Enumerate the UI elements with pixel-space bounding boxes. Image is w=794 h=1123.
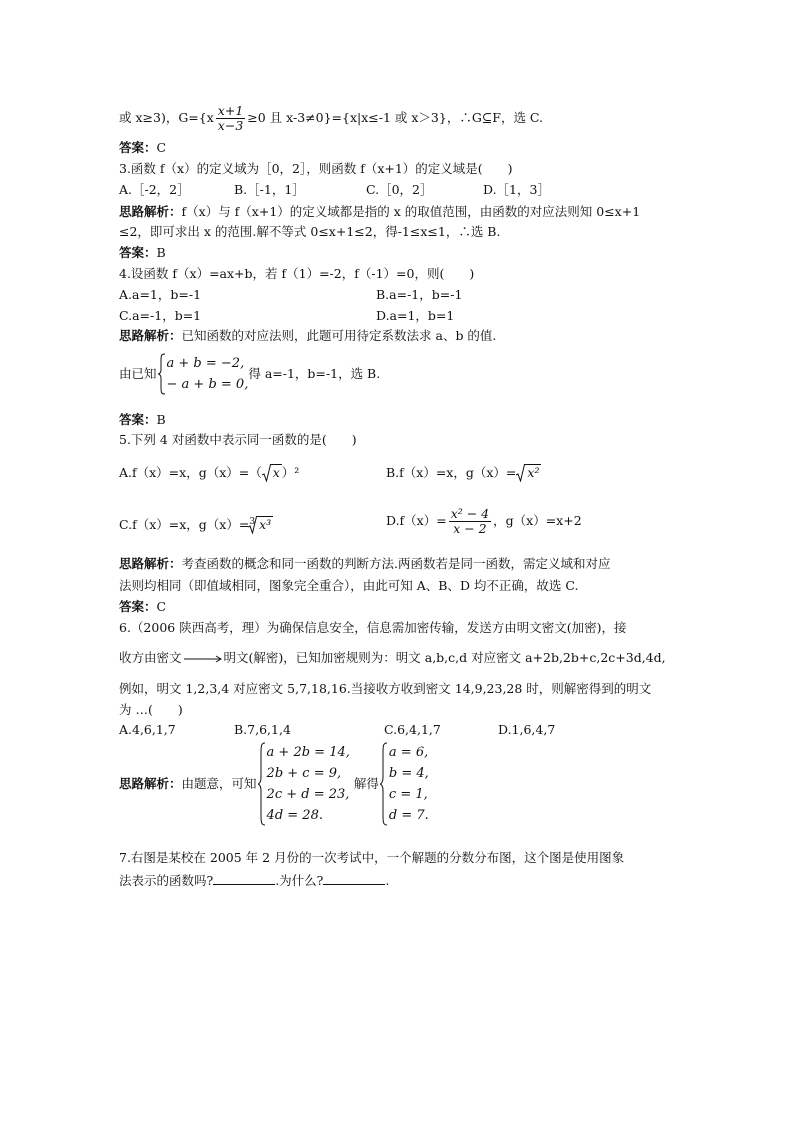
colon: ： <box>169 328 182 343</box>
colon: ： <box>144 412 157 427</box>
square-root <box>516 465 541 481</box>
analysis-5-line-1 <box>119 556 611 572</box>
colon: ： <box>144 140 157 155</box>
text-segment: 法表示的函数吗? <box>119 873 214 888</box>
colon: ： <box>169 556 182 571</box>
text-segment: B.f（x）=x，g（x）= <box>386 465 517 480</box>
equation-system <box>257 742 350 826</box>
text-segment: .为什么? <box>275 873 324 888</box>
answer-label: 答案 <box>119 140 145 155</box>
answer-value: B <box>156 412 166 427</box>
analysis-label: 思路解析 <box>119 556 170 571</box>
radical-icon <box>516 464 525 482</box>
text-segment: 解得 <box>353 776 379 791</box>
option-b <box>386 465 541 481</box>
analysis-5-line-2: 法则均相同（即值域相同，图象完全重合），由此可知 A、B、D 均不正确，故选 C. <box>119 578 579 593</box>
option-a <box>119 465 299 481</box>
text-segment: D.f（x）= <box>386 513 447 528</box>
square-root <box>262 465 282 481</box>
equation-row: a + b = −2, <box>166 356 245 371</box>
text-segment: ，g（x）=x+2 <box>493 513 582 528</box>
long-right-arrow-icon <box>183 654 223 664</box>
analysis-3-line-1 <box>119 204 640 220</box>
analysis-label: 思路解析 <box>119 328 170 343</box>
answer-line <box>119 412 166 428</box>
left-brace-icon <box>157 353 166 395</box>
equation-row: − a + b = 0, <box>166 377 249 392</box>
left-brace-icon <box>379 742 388 826</box>
answer-label: 答案 <box>119 412 145 427</box>
radical-icon <box>262 464 271 482</box>
text-segment: 得 a=-1，b=-1，选 B. <box>248 366 381 381</box>
fraction <box>449 507 491 536</box>
text-segment: 明文(解密)，已知加密规则为：明文 a,b,c,d 对应密文 a+2b,2b+c,2c+3d,4d, <box>223 650 666 665</box>
root-index: 3 <box>249 517 256 527</box>
analysis-text: 已知函数的对应法则，此题可用待定系数法求 a、b 的值. <box>181 328 497 343</box>
equation-row: 2c + d = 23, <box>266 787 350 802</box>
fraction-denominator: x − 2 <box>449 521 491 536</box>
colon: ： <box>169 776 182 791</box>
option-b: B.［-1，1］ <box>234 182 305 197</box>
text-segment: 由已知 <box>119 366 157 381</box>
analysis-prefix <box>119 776 257 791</box>
analysis-3-line-2: ≤2，即可求出 x 的范围.解不等式 0≤x+1≤2，得-1≤x≤1，∴选 B. <box>119 224 501 239</box>
question-6-line-3: 例如，明文 1,2,3,4 对应密文 5,7,18,16.当接收方收到密文 14,9,23,28 时，则解密得到的明文 <box>119 681 652 696</box>
option-a: A.a=1，b=-1 <box>119 287 202 302</box>
option-a: A.4,6,1,7 <box>119 722 176 737</box>
option-d: D.1,6,4,7 <box>498 722 556 737</box>
equation-system <box>157 353 249 395</box>
equation-row: a + 2b = 14, <box>266 745 350 760</box>
option-d: D.a=1，b=1 <box>376 308 455 323</box>
answer-line <box>119 599 166 615</box>
option-b: B.7,6,1,4 <box>234 722 291 737</box>
question-6-line-1: 6.（2006 陕西高考，理）为确保信息安全，信息需加密传输，发送方由明文密文(加密)，接 <box>119 620 627 635</box>
radical-icon <box>248 516 257 534</box>
fraction-denominator: x−3 <box>217 118 244 133</box>
equation-row: a = 6, <box>388 745 429 760</box>
question-4: 4.设函数 f（x）=ax+b，若 f（1）=-2，f（-1）=0，则( ) <box>119 266 475 281</box>
left-brace-icon <box>257 742 266 826</box>
equation-system <box>379 742 429 826</box>
colon: ： <box>169 204 182 219</box>
option-c: C.a=-1，b=1 <box>119 308 202 323</box>
equation-row: c = 1, <box>388 787 428 802</box>
answer-label: 答案 <box>119 599 145 614</box>
equation-row: b = 4, <box>388 766 429 781</box>
option-d: D.［1，3］ <box>483 182 550 197</box>
fraction <box>216 104 245 133</box>
analysis-label: 思路解析 <box>119 776 170 791</box>
radicand: x² <box>527 465 540 480</box>
question-6-line-2 <box>119 650 666 666</box>
option-a: A.［-2，2］ <box>119 182 190 197</box>
text-segment: 由题意，可知 <box>181 776 257 791</box>
analysis-label: 思路解析 <box>119 204 170 219</box>
text-segment: A.f（x）=x，g（x）=（ <box>119 465 262 480</box>
prev-solution-line <box>119 104 543 133</box>
text-segment: C.f（x）=x，g（x）= <box>119 517 250 533</box>
analysis-text: f（x）与 f（x+1）的定义域都是指的 x 的取值范围，由函数的对应法则知 0≤x+1 <box>181 204 641 219</box>
question-7-line-1: 7.右图是某校在 2005 年 2 月份的一次考试中，一个解题的分数分布图，这个图是使用图象 <box>119 850 625 865</box>
answer-blank[interactable] <box>213 872 275 885</box>
text-segment: ≥0 且 x-3≠0}={x|x≤-1 或 x＞3}，∴G⊆F，选 C. <box>247 110 544 125</box>
fraction-numerator: x² − 4 <box>450 506 490 521</box>
question-7-line-2 <box>119 872 389 889</box>
answer-value: C <box>156 140 167 155</box>
radicand: x³ <box>259 517 272 533</box>
question-3: 3.函数 f（x）的定义域为［0，2］，则函数 f（x+1）的定义域是( ) <box>119 161 513 176</box>
equation-row: d = 7. <box>388 808 429 823</box>
question-5: 5.下列 4 对函数中表示同一函数的是( ) <box>119 432 357 447</box>
equation-row: 2b + c = 9, <box>266 766 342 781</box>
option-b: B.a=-1，b=-1 <box>376 287 463 302</box>
text-segment: ）² <box>281 465 300 480</box>
colon: ： <box>144 245 157 260</box>
option-c: C.6,4,1,7 <box>384 722 441 737</box>
answer-value: B <box>156 245 166 260</box>
answer-blank[interactable] <box>323 872 385 885</box>
analysis-6 <box>119 742 429 826</box>
analysis-4-equation <box>119 353 380 395</box>
analysis-4-line-1 <box>119 328 496 344</box>
option-c <box>119 514 273 533</box>
option-c: C.［0，2］ <box>366 182 433 197</box>
answer-value: C <box>156 599 167 614</box>
equation-row: 4d = 28. <box>266 808 323 823</box>
answer-line <box>119 140 166 156</box>
text-segment: 或 x≥3)，G={x <box>119 110 214 125</box>
cube-root <box>248 517 273 533</box>
answer-label: 答案 <box>119 245 145 260</box>
option-d <box>386 504 582 538</box>
fraction-numerator: x+1 <box>217 103 244 118</box>
colon: ： <box>144 599 157 614</box>
question-6-line-4: 为 …( ) <box>119 702 183 717</box>
analysis-text: 考查函数的概念和同一函数的判断方法.两函数若是同一函数，需定义域和对应 <box>181 556 611 571</box>
radicand: x <box>272 465 280 480</box>
answer-line <box>119 245 166 261</box>
text-segment: 收方由密文 <box>119 650 182 665</box>
text-segment: . <box>385 873 390 888</box>
